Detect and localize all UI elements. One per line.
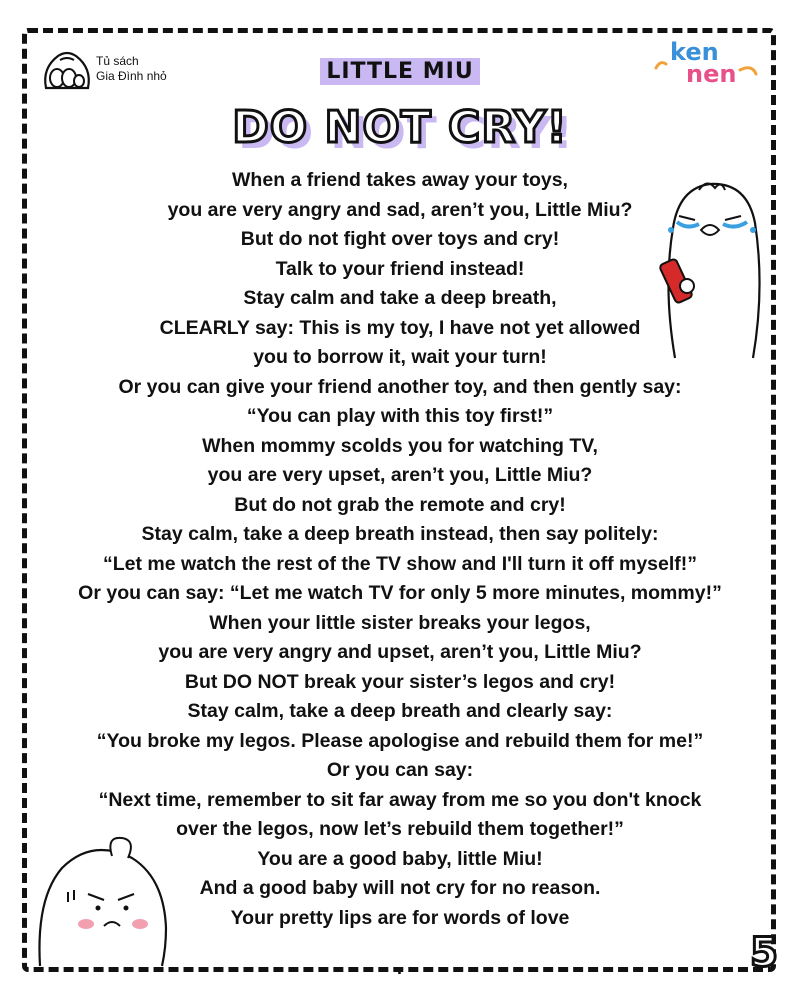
story-line: you are very angry and sad, aren’t you, Little Miu? [167,198,633,221]
story-line: you are very upset, aren’t you, Little Miu? [207,464,593,486]
brand-line-2: nen [686,60,737,88]
story-line: “You broke my legos. Please apologise and rebuild them for me!” [96,729,704,752]
story-line: Stay calm, take a deep breath instead, then say politely: [141,523,659,545]
story-line: But DO NOT break your sister’s legos and cry! [184,670,616,693]
series-label [0,58,800,85]
story-line: When a friend takes away your toys, [232,169,568,191]
frowning-mascot [32,828,172,973]
story-line: When your little sister breaks your legos, [209,611,591,634]
story-line: Or you can say: [326,759,474,781]
trailing-dot: . [397,958,403,978]
story-line: Or you can say: “Let me watch TV for only 5 more minutes, mommy!” [78,582,722,604]
story-line: CLEARLY say: This is my toy, I have not yet allowed [159,316,641,339]
story-line: Talk to your friend instead! [275,257,525,280]
story-line: “Next time, remember to sit far away from me so you don't knock [98,788,702,811]
page-title: DO NOT CRY! [232,102,568,153]
brand-line-1: ken [670,38,719,66]
page-number: 5 [750,930,778,976]
publisher-line-2: Gia Đình nhỏ [96,69,167,83]
story-line: When mommy scolds you for watching TV, [202,434,598,457]
story-line: But do not fight over toys and cry! [240,228,560,250]
series-text: LITTLE MIU [320,58,479,85]
crying-mascot-with-remote [655,168,775,373]
story-line: you are very angry and upset, aren’t you, Little Miu? [158,641,642,663]
story-line: Stay calm, take a deep breath and clearly say: [187,700,613,722]
story-line: Stay calm and take a deep breath, [243,287,557,309]
story-line: But do not grab the remote and cry! [234,493,566,516]
story-line: And a good baby will not cry for no reason. [199,877,601,899]
publisher-line-1: Tủ sách [96,54,139,68]
story-line: “You can play with this toy first!” [246,405,554,427]
story-line: You are a good baby, little Miu! [257,847,543,870]
story-line: Your pretty lips are for words of love [230,906,570,929]
story-line: over the legos, now let’s rebuild them together!” [176,818,624,840]
story-line: “Let me watch the rest of the TV show and I'll turn it off myself!” [102,552,698,575]
story-line: Or you can give your friend another toy, and then gently say: [118,375,682,398]
story-line: you to borrow it, wait your turn! [253,346,547,368]
